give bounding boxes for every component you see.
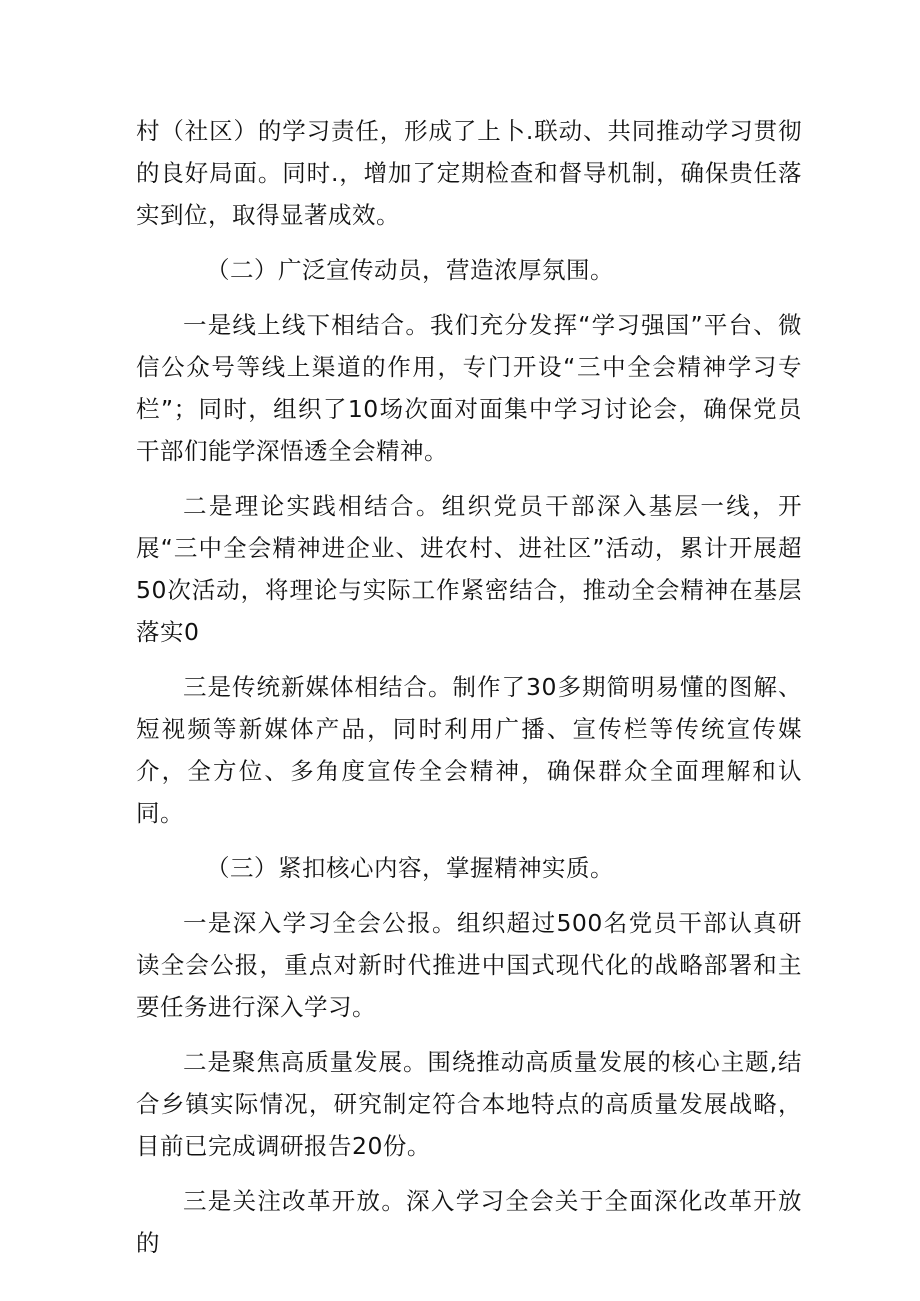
paragraph-high-quality-development: 二是聚焦高质量发展。围绕推动高质量发展的核心主题,结合乡镇实际情况，研究制定符合本地特点的高质量发展战略，目前已完成调研报告20份。 (136, 1048, 802, 1160)
document-body (136, 110, 802, 1277)
paragraph-reform-opening: 三是关注改革开放。深入学习全会关于全面深化改革开放的 (136, 1187, 802, 1257)
section-heading-3: （三）紧扣核心内容，掌握精神实质。 (206, 854, 614, 882)
paragraph-theory-practice: 二是理论实践相结合。组织党员干部深入基层一线，开展“三中全会精神进企业、进农村、进社区”活动，累计开展超50次活动，将理论与实际工作紧密结合，推动全会精神在基层落实0 (136, 492, 802, 646)
paragraph-study-communique: 一是深入学习全会公报。组织超过500名党员干部认真研读全会公报，重点对新时代推进中国式现代化的战略部署和主要任务进行深入学习。 (136, 909, 802, 1021)
paragraph-continuation: 村（社区）的学习责任，形成了上卜.联动、共同推动学习贯彻的良好局面。同时.，增加了定期检查和督导机制，确保贵任落实到位，取得显著成效。 (136, 117, 802, 229)
section-heading-2: （二）广泛宣传动员，营造浓厚氛围。 (206, 256, 614, 284)
paragraph-traditional-new-media: 三是传统新媒体相结合。制作了30多期简明易懂的图解、短视频等新媒体产品，同时利用广播、宣传栏等传统宣传媒介，全方位、多角度宣传全会精神，确保群众全面理解和认同。 (136, 673, 802, 827)
paragraph-online-offline: 一是线上线下相结合。我们充分发挥“学习强国”平台、微信公众号等线上渠道的作用，专门开设“三中全会精神学习专栏”；同时，组织了10场次面对面集中学习讨论会，确保党员干部们能学深悟透全会精神。 (136, 311, 802, 465)
